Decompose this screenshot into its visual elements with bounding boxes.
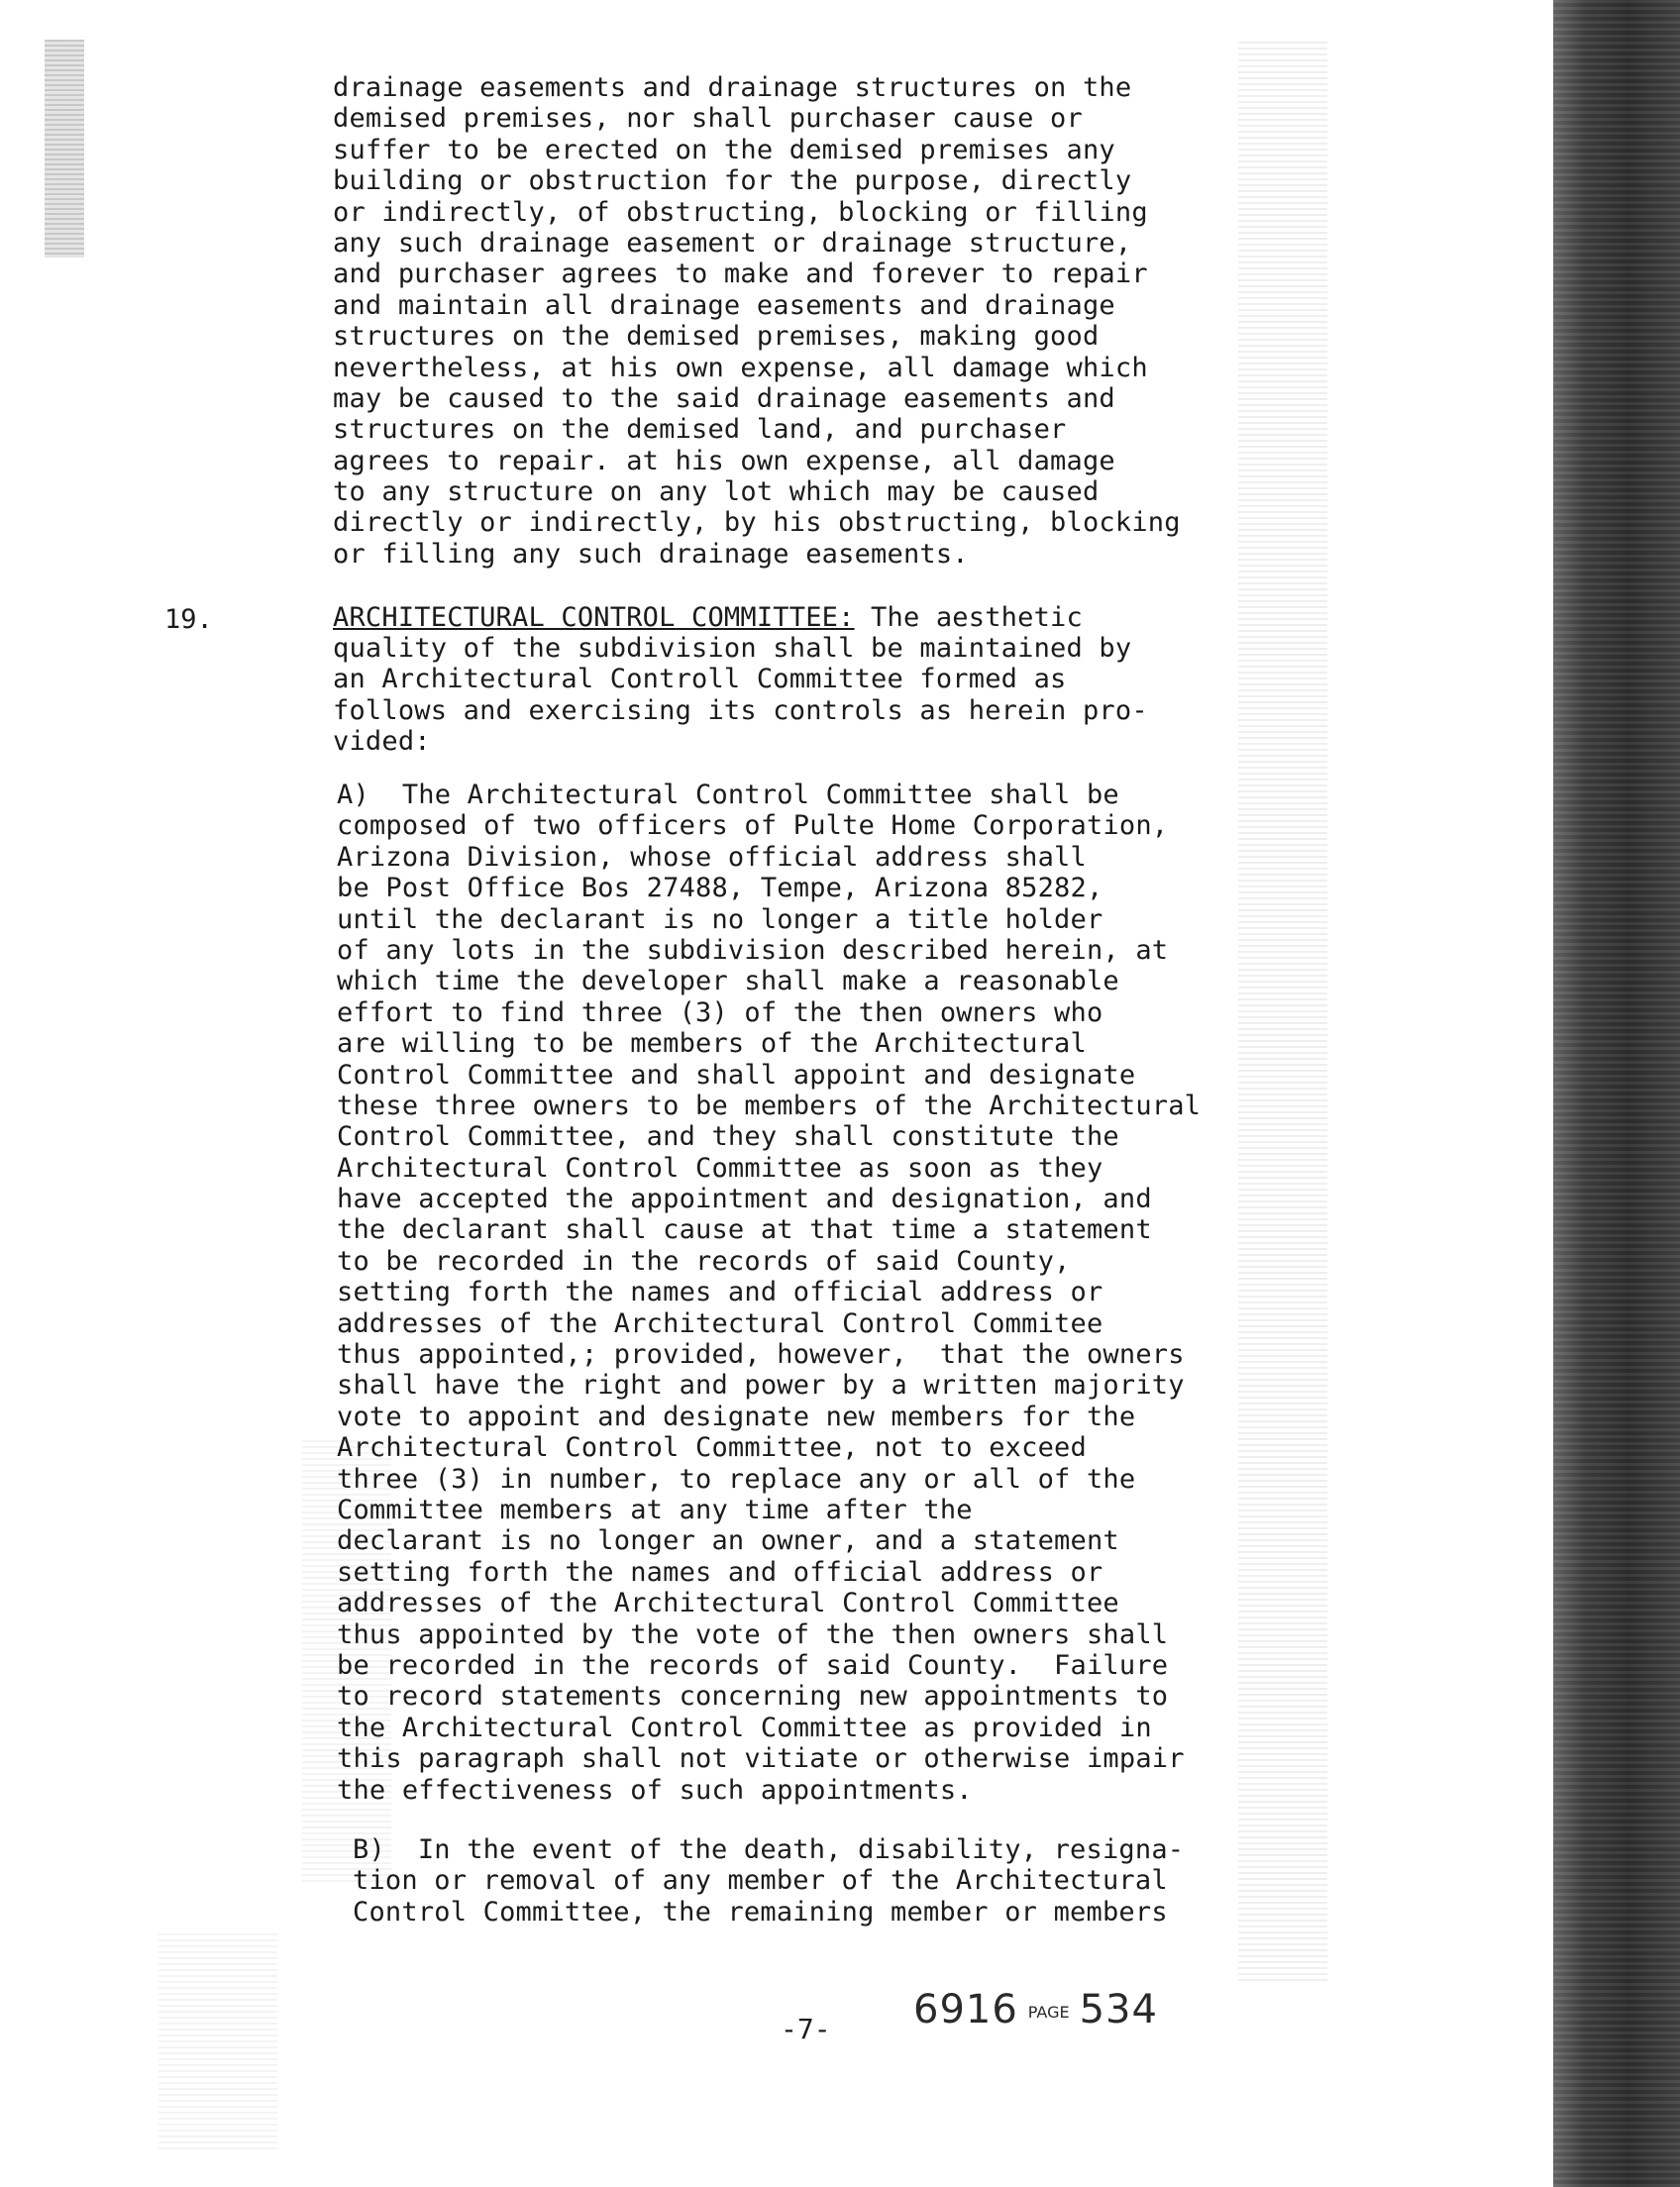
text-line: declarant is no longer an owner, and a statement (337, 1525, 1119, 1557)
scan-grain (158, 1931, 277, 2149)
text-line: setting forth the names and official address or (337, 1556, 1103, 1588)
paragraph-a (337, 780, 1201, 1806)
recording-stamp (913, 1987, 1158, 2032)
text-line: until the declarant is no longer a title holder (337, 903, 1103, 935)
text-line: be Post Office Bos 27488, Tempe, Arizona 85282, (337, 873, 1103, 904)
text-line: building or obstruction for the purpose, directly (333, 165, 1132, 197)
text-line: directly or indirectly, by his obstructing, blocking (333, 507, 1181, 539)
record-page: 534 (1079, 1987, 1158, 2032)
text-line: any such drainage easement or drainage structure, (333, 227, 1132, 259)
text-line: drainage easements and drainage structures on the (333, 72, 1132, 103)
text-line: Control Committee, and they shall constitute the (337, 1121, 1119, 1153)
section-number: 19. (164, 604, 213, 635)
text-line: Architectural Control Committee as soon as they (337, 1152, 1103, 1184)
text-line: to any structure on any lot which may be caused (333, 476, 1100, 508)
text-line: Control Committee and shall appoint and designate (337, 1059, 1136, 1091)
text-line: the Architectural Control Committee as provided in (337, 1712, 1152, 1743)
text-line: vote to appoint and designate new members for the (337, 1401, 1136, 1432)
section-heading: ARCHITECTURAL CONTROL COMMITTEE: (333, 602, 855, 633)
text-line: or indirectly, of obstructing, blocking or filling (333, 196, 1148, 228)
text-line: thus appointed by the vote of the then owners shall (337, 1618, 1169, 1650)
text-line: follows and exercising its controls as herein pro- (333, 694, 1148, 726)
continued-paragraph (333, 72, 1181, 570)
text-line: and maintain all drainage easements and drainage (333, 289, 1115, 321)
text-line: structures on the demised land, and purchaser (333, 414, 1067, 446)
scan-dark-edge (1553, 0, 1680, 2187)
text-line: have accepted the appointment and designation, and (337, 1184, 1152, 1215)
text-line: Committee members at any time after the (337, 1494, 973, 1525)
text-line: addresses of the Architectural Control Committee (337, 1588, 1119, 1619)
text-line: the effectiveness of such appointments. (337, 1774, 973, 1806)
text-line: the declarant shall cause at that time a statement (337, 1214, 1152, 1246)
text-line: tion or removal of any member of the Architectural (353, 1865, 1168, 1897)
text-line: vided: (333, 726, 431, 758)
section-heading-line (333, 602, 1083, 633)
page-number: -7- (781, 2013, 831, 2045)
text-line: A) The Architectural Control Committee shall be (337, 780, 1119, 810)
text-line: this paragraph shall not vitiate or otherwise impair (337, 1743, 1185, 1775)
text-line: these three owners to be members of the Architectural (337, 1090, 1202, 1121)
text-line: demised premises, nor shall purchaser cause or (333, 103, 1083, 135)
text-line: three (3) in number, to replace any or all of the (337, 1463, 1136, 1495)
text-line: addresses of the Architectural Control Commitee (337, 1307, 1103, 1339)
text-line: composed of two officers of Pulte Home Corporation, (337, 810, 1169, 842)
text-line: B) In the event of the death, disability, resigna- (353, 1834, 1185, 1865)
text-line: effort to find three (3) of the then owners who (337, 996, 1103, 1028)
text-line: Control Committee, the remaining member or members (353, 1896, 1168, 1927)
text-line: are willing to be members of the Architectural (337, 1028, 1087, 1060)
text-line: thus appointed,; provided, however, that the owners (337, 1339, 1185, 1371)
text-line: which time the developer shall make a reasonable (337, 966, 1119, 997)
text-line: of any lots in the subdivision described herein, at (337, 934, 1169, 966)
section-intro-first: The aesthetic (854, 602, 1083, 633)
text-line: or filling any such drainage easements. (333, 538, 969, 570)
text-line: and purchaser agrees to make and forever to repair (333, 259, 1148, 290)
scan-smudge-left (45, 40, 84, 258)
text-line: quality of the subdivision shall be maintained by (333, 633, 1132, 664)
text-line: Architectural Control Committee, not to exceed (337, 1432, 1087, 1464)
record-book: 6916 (913, 1987, 1018, 2032)
text-line: nevertheless, at his own expense, all damage which (333, 352, 1148, 383)
text-line: structures on the demised premises, making good (333, 321, 1100, 353)
text-line: agrees to repair. at his own expense, all damage (333, 445, 1115, 476)
text-line: shall have the right and power by a written majority (337, 1370, 1185, 1402)
section-intro (333, 633, 1148, 758)
text-line: to be recorded in the records of said County, (337, 1245, 1071, 1277)
scan-grain (1238, 40, 1327, 1981)
text-line: setting forth the names and official address or (337, 1277, 1103, 1308)
text-line: Arizona Division, whose official address shall (337, 841, 1087, 873)
text-line: may be caused to the said drainage easements and (333, 382, 1115, 414)
text-line: an Architectural Controll Committee formed as (333, 664, 1067, 695)
record-page-label: PAGE (1027, 2002, 1070, 2022)
paragraph-b (353, 1834, 1184, 1927)
text-line: to record statements concerning new appointments to (337, 1681, 1169, 1713)
text-line: suffer to be erected on the demised premises any (333, 134, 1115, 165)
text-line: be recorded in the records of said County. Failure (337, 1649, 1169, 1681)
